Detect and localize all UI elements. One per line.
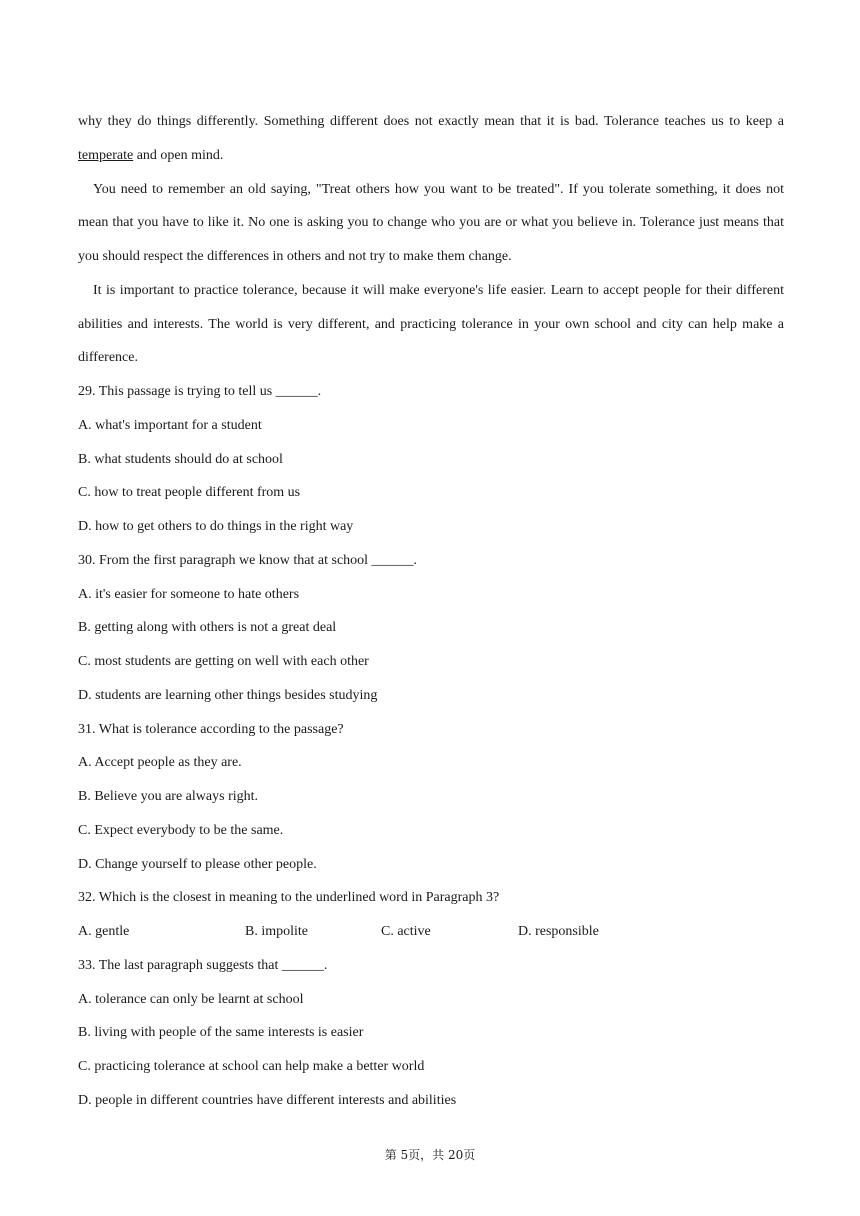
question-32-option-b: B. impolite	[245, 924, 308, 939]
question-31-option-a: A. Accept people as they are.	[78, 755, 242, 771]
page-content	[78, 105, 784, 1118]
question-33-option-c: C. practicing tolerance at school can help make a better world	[78, 1059, 425, 1074]
question-30-option-a: A. it's easier for someone to hate others	[78, 586, 300, 602]
question-29-option-b: B. what students should do at school	[78, 451, 283, 467]
question-30-option-d: D. students are learning other things besides studying	[78, 687, 378, 703]
question-33-option-d: D. people in different countries have different interests and abilities	[78, 1092, 457, 1108]
question-31-option-c: C. Expect everybody to be the same.	[78, 822, 284, 838]
question-30-stem: 30. From the first paragraph we know that at school ______.	[78, 552, 418, 568]
question-32-stem: 32. Which is the closest in meaning to the underlined word in Paragraph 3?	[78, 890, 500, 906]
question-33-option-a: A. tolerance can only be learnt at school	[78, 991, 304, 1007]
question-30-option-c: C. most students are getting on well with each other	[78, 654, 369, 669]
question-32-option-d: D. responsible	[518, 924, 599, 939]
question-32-option-a: A. gentle	[78, 924, 130, 939]
question-33-stem: 33. The last paragraph suggests that ______.	[78, 957, 328, 973]
question-32-option-c: C. active	[381, 924, 431, 939]
question-29-option-d: D. how to get others to do things in the right way	[78, 519, 354, 534]
question-31-option-d: D. Change yourself to please other people.	[78, 856, 317, 872]
question-31-option-b: B. Believe you are always right.	[78, 789, 259, 804]
question-31-stem: 31. What is tolerance according to the passage?	[78, 721, 344, 737]
page-number-footer: 第 5页，共 20页	[384, 1148, 476, 1162]
question-30-option-b: B. getting along with others is not a great deal	[78, 620, 337, 636]
question-32-options-row	[78, 915, 784, 949]
question-33-option-b: B. living with people of the same interests is easier	[78, 1025, 364, 1041]
question-29-option-c: C. how to treat people different from us	[78, 485, 301, 501]
underlined-word: temperate	[78, 147, 134, 163]
passage-paragraph-5: It is important to practice tolerance, because it will make everyone's life easier. Learn to accept people for their different abilities and interests. The world is very different, and practicing tolerance in your own school and city can help make a difference.	[78, 282, 784, 366]
passage-paragraph-3	[78, 105, 784, 173]
question-29-stem: 29. This passage is trying to tell us ______.	[78, 384, 322, 399]
paragraph-3-text-end: and open mind.	[133, 147, 224, 163]
passage-paragraph-4: You need to remember an old saying, "Treat others how you want to be treated". If you tolerate something, it does not mean that you have to like it. No one is asking you to change who you are or what you believe in. Tolerance just means that you should respect the differences in others and not try to make them change.	[78, 181, 784, 264]
question-29-option-a: A. what's important for a student	[78, 417, 262, 433]
paragraph-3-text-start: why they do things differently. Something different does not exactly mean that it is bad. Tolerance teaches us to keep a	[78, 114, 784, 129]
